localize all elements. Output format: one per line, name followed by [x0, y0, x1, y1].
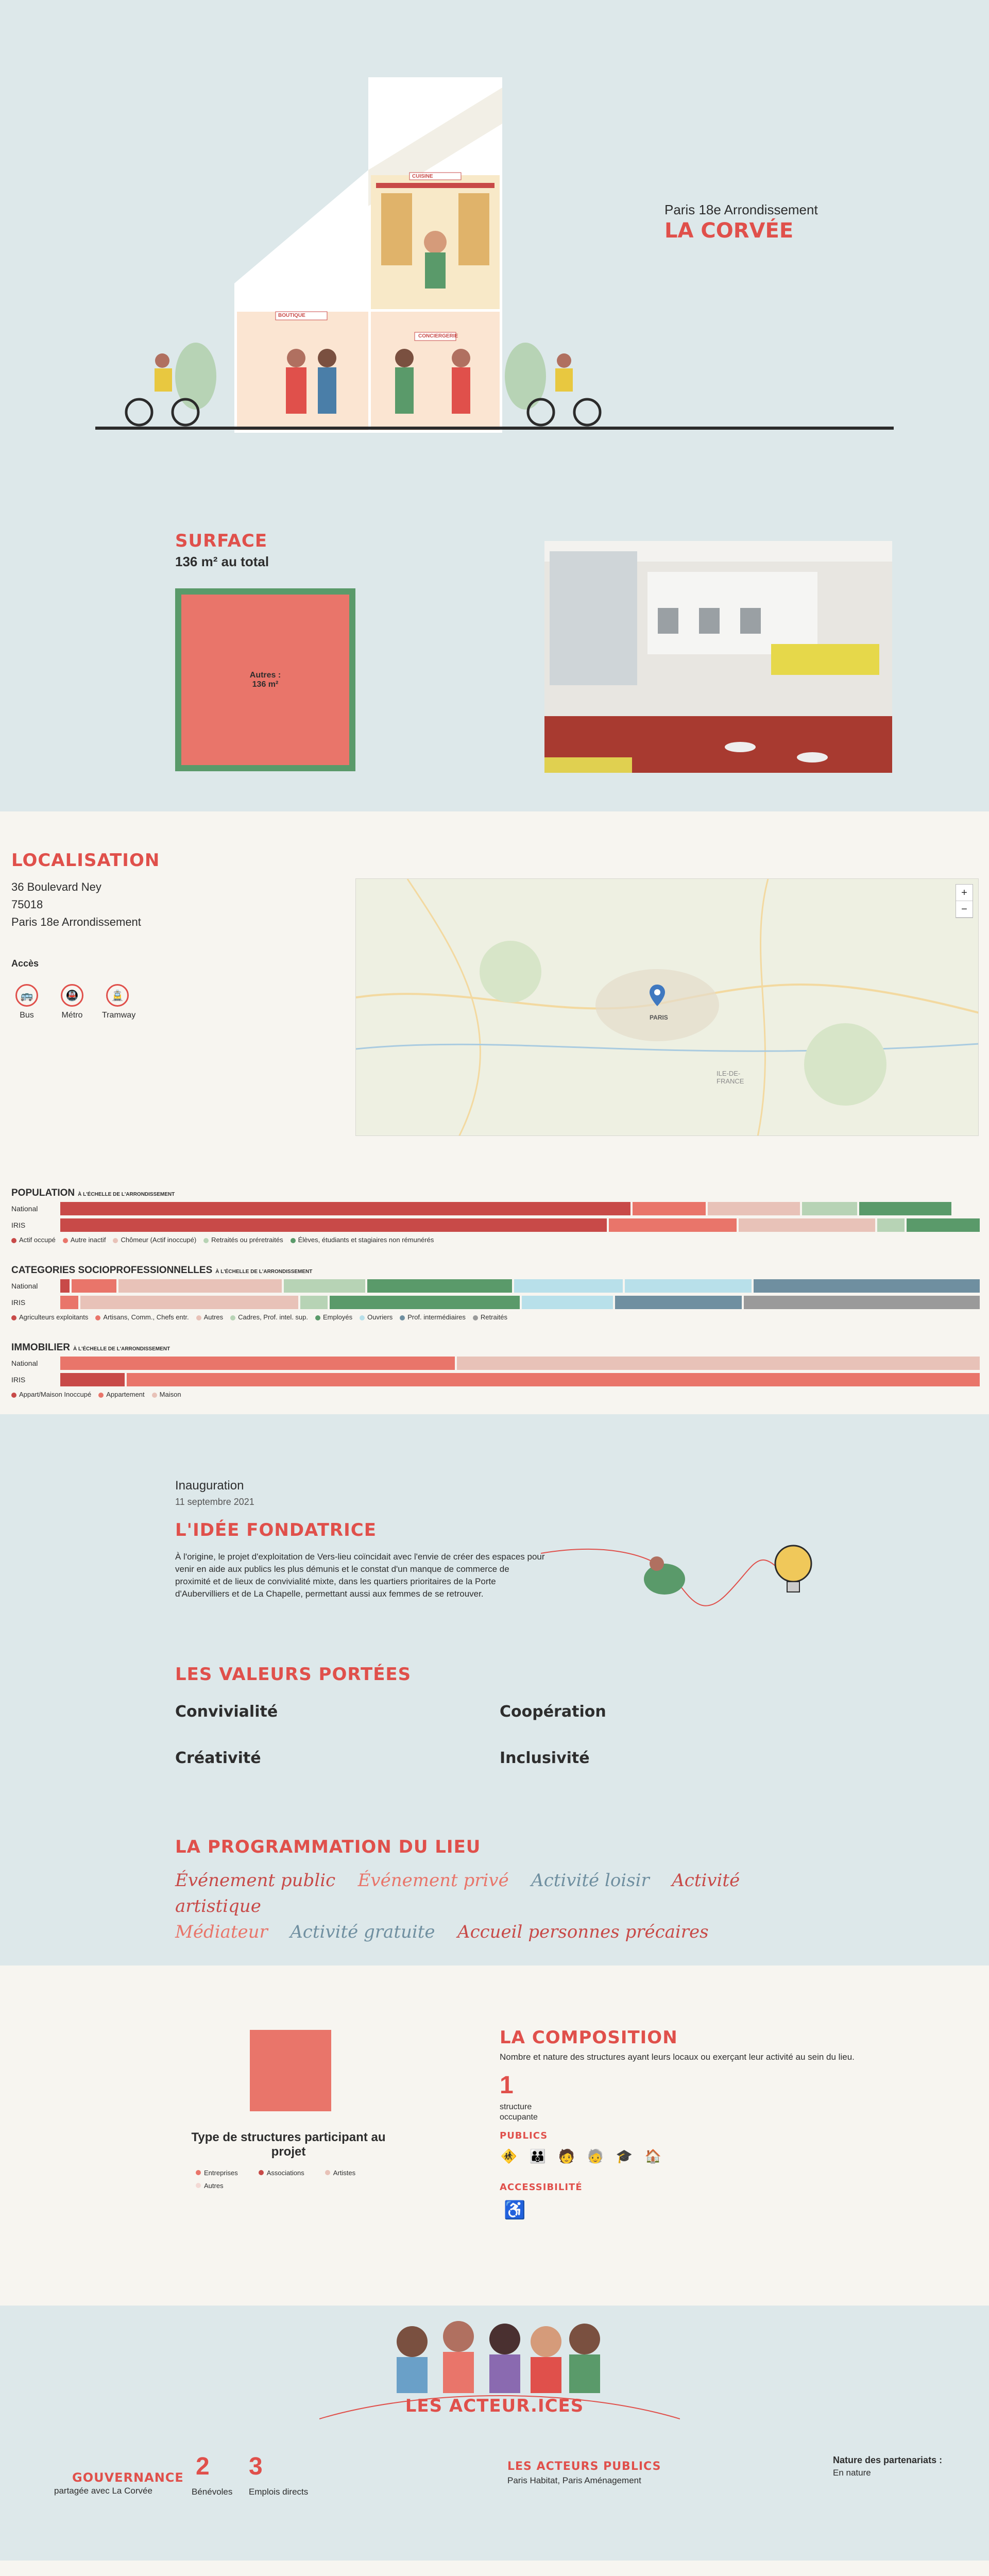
family-icon: 👪 [529, 2148, 547, 2164]
prog-item: Médiateur [175, 1922, 268, 1942]
prog-item: Activité gratuite [290, 1922, 435, 1942]
tramway-icon: 🚊 [106, 984, 129, 1007]
legend-text: Autres [204, 2182, 224, 2190]
legend-text: Appartement [106, 1391, 145, 1398]
immobilier-row-label: IRIS [11, 1376, 26, 1384]
location-city: Paris 18e Arrondissement [664, 202, 818, 217]
valeur-item: Coopération [500, 1703, 606, 1721]
immobilier-row-label: National [11, 1359, 38, 1367]
immobilier-legend [11, 1391, 980, 1398]
inauguration-label: Inauguration [175, 1479, 244, 1493]
transport-metro-label: Métro [61, 1011, 83, 1020]
composition-subtitle: Nombre et nature des structures ayant leurs locaux ou exerçant leur activité au sein du lieu. [500, 2052, 855, 2062]
transport-bus-label: Bus [20, 1011, 34, 1020]
legend-text: Maison [159, 1391, 181, 1398]
venue-photo [544, 541, 892, 773]
zoom-in-button[interactable]: + [956, 885, 973, 901]
child-icon: 🚸 [500, 2148, 518, 2164]
cyclist-left-illustration [118, 340, 221, 428]
map-zoom-control [956, 884, 973, 918]
people-group-illustration [381, 2311, 608, 2393]
population-row-national [11, 1202, 980, 1215]
senior-icon: 🧓 [587, 2148, 604, 2164]
localisation-title: LOCALISATION [11, 850, 160, 871]
transport-metro [57, 984, 88, 1020]
population-chart [11, 1188, 980, 1244]
immobilier-row-iris [11, 1373, 980, 1386]
legend-text: Actif occupé [19, 1236, 56, 1244]
csp-note: À L'ÉCHELLE DE L'ARRONDISSEMENT [215, 1269, 313, 1275]
legend-item [203, 1236, 283, 1244]
population-title [11, 1188, 980, 1199]
composition-title: LA COMPOSITION [500, 2027, 678, 2048]
prog-item: Activité artistique [175, 1870, 740, 1917]
hero-section [0, 0, 989, 489]
legend-text: Artistes [333, 2169, 356, 2177]
sign-cuisine: CUISINE [412, 174, 433, 179]
population-title-text: POPULATION [11, 1188, 75, 1198]
prog-item: Activité loisir [531, 1870, 650, 1891]
emplois-label: Emplois directs [249, 2487, 309, 2497]
ground-line [95, 427, 894, 430]
partenariats-value: En nature [833, 2468, 871, 2478]
gouvernance-label: GOUVERNANCE [72, 2470, 184, 2485]
legend-item [325, 2169, 355, 2177]
structure-count: 1 [500, 2072, 514, 2099]
legend-text: Autre inactif [70, 1236, 106, 1244]
benevoles-count: 2 [196, 2453, 210, 2480]
valeurs-title: LES VALEURS PORTÉES [175, 1664, 412, 1685]
legend-item [11, 1313, 88, 1321]
prog-item: Événement privé [357, 1870, 509, 1891]
legend-item [291, 1236, 434, 1244]
benevoles-label: Bénévoles [192, 2487, 233, 2497]
csp-chart [11, 1265, 980, 1321]
address [11, 878, 141, 931]
valeur-item: Inclusivité [500, 1749, 590, 1767]
acteurs-section [0, 2306, 989, 2561]
legend-item [63, 1236, 106, 1244]
csp-title [11, 1265, 980, 1276]
acteurs-publics-title: LES ACTEURS PUBLICS [507, 2460, 661, 2473]
map-label-region: ILE-DE-FRANCE [717, 1070, 744, 1085]
sign-conciergerie: CONCIERGERIE [418, 333, 458, 339]
legend-text: Retraités ou préretraités [211, 1236, 283, 1244]
transport-icons [11, 984, 136, 1020]
acteurs-publics-list: Paris Habitat, Paris Aménagement [507, 2476, 641, 2485]
legend-item [473, 1313, 507, 1321]
population-legend [11, 1236, 980, 1244]
idee-title: L'IDÉE FONDATRICE [175, 1520, 377, 1540]
address-zip: 75018 [11, 898, 43, 911]
legend-item [11, 1391, 91, 1398]
transport-tramway-label: Tramway [102, 1011, 136, 1020]
legend-text: Entreprises [204, 2169, 238, 2177]
structure-type-legend [196, 2169, 381, 2190]
transport-bus [11, 984, 42, 1020]
legend-item [360, 1313, 393, 1321]
legend-text: Cadres, Prof. intel. sup. [238, 1313, 308, 1321]
legend-text: Agriculteurs exploitants [19, 1313, 89, 1321]
legend-item [98, 1391, 144, 1398]
building-illustration [234, 77, 502, 433]
surface-box-label: Autres : 136 m² [181, 595, 349, 765]
immobilier-row-national [11, 1357, 980, 1370]
legend-item [196, 2182, 224, 2190]
legend-text: Élèves, étudiants et stagiaires non rémunérés [298, 1236, 434, 1244]
valeur-item: Convivialité [175, 1703, 278, 1721]
address-street: 36 Boulevard Ney [11, 880, 101, 893]
legend-text: Chômeur (Actif inoccupé) [121, 1236, 197, 1244]
gouvernance-sub: partagée avec La Corvée [54, 2486, 152, 2496]
legend-text: Retraités [480, 1313, 507, 1321]
structure-count-label: structure occupante [500, 2103, 538, 2122]
valeur-item: Créativité [175, 1749, 261, 1767]
sign-boutique: BOUTIQUE [278, 313, 305, 318]
legend-text: Prof. intermédiaires [407, 1313, 466, 1321]
surface-treemap [175, 588, 355, 771]
programmation-list [175, 1868, 768, 1945]
legend-item [196, 2169, 238, 2177]
legend-text: Appart/Maison Inoccupé [19, 1391, 92, 1398]
legend-text: Autres [203, 1313, 224, 1321]
map-label-paris: PARIS [650, 1014, 668, 1021]
population-note: À L'ÉCHELLE DE L'ARRONDISSEMENT [78, 1192, 175, 1197]
emplois-count: 3 [249, 2453, 263, 2480]
population-row-label: National [11, 1205, 38, 1213]
cyclist-right-illustration [505, 340, 608, 428]
prog-item: Accueil personnes précaires [457, 1922, 709, 1942]
student-icon: 🎓 [616, 2148, 633, 2164]
prog-item: Événement public [175, 1870, 336, 1891]
structure-type-title: Type de structures participant au projet [191, 2130, 386, 2159]
address-city: Paris 18e Arrondissement [11, 916, 141, 928]
legend-item [196, 1313, 224, 1321]
moyens-section [0, 2561, 989, 2576]
legend-text: Ouvriers [367, 1313, 393, 1321]
place-name: LA CORVÉE [664, 219, 794, 243]
composition-section [0, 1965, 989, 2306]
legend-text: Artisans, Comm., Chefs entr. [103, 1313, 189, 1321]
legend-item [113, 1236, 196, 1244]
publics-label: PUBLICS [500, 2130, 548, 2141]
precarious-icon: 🏠 [644, 2148, 662, 2164]
acteurs-title: LES ACTEUR.ICES [405, 2396, 584, 2416]
adult-icon: 🧑 [558, 2148, 575, 2164]
idee-text: À l'origine, le projet d'exploitation de Vers-lieu coïncidait avec l'envie de créer des espaces pour venir en aide aux publics les plus démunis et le constat d'un manque de commerce de proximité et de lieux de convivialité mixte, dans les quartiers prioritaires de la Porte d'Aubervilliers et de La Chapelle, permettant aussi aux femmes de se retrouver. [175, 1552, 545, 1599]
csp-legend [11, 1313, 980, 1321]
structure-type-square [250, 2030, 331, 2111]
csp-row-label: IRIS [11, 1298, 26, 1307]
immobilier-title-text: IMMOBILIER [11, 1342, 70, 1353]
csp-title-text: CATEGORIES SOCIOPROFESSIONNELLES [11, 1265, 213, 1276]
legend-text: Employés [323, 1313, 353, 1321]
legend-item [259, 2169, 304, 2177]
location-map[interactable] [355, 878, 979, 1136]
csp-row-label: National [11, 1282, 38, 1290]
acces-label: Accès [11, 958, 39, 969]
accessibilite-label: ACCESSIBILITÉ [500, 2182, 583, 2193]
inauguration-date: 11 septembre 2021 [175, 1497, 254, 1507]
immobilier-title [11, 1342, 980, 1353]
surface-title: SURFACE [175, 531, 268, 551]
legend-text: Associations [266, 2169, 304, 2177]
immobilier-note: À L'ÉCHELLE DE L'ARRONDISSEMENT [73, 1346, 170, 1352]
map-marker-icon[interactable] [650, 985, 665, 1006]
programmation-title: LA PROGRAMMATION DU LIEU [175, 1837, 481, 1857]
legend-item [230, 1313, 308, 1321]
zoom-out-button[interactable]: − [956, 901, 973, 918]
immobilier-chart [11, 1342, 980, 1398]
map-tiles [356, 879, 979, 1136]
surface-section [0, 489, 989, 811]
legend-item [11, 1236, 56, 1244]
csp-row-national [11, 1279, 980, 1293]
legend-item [95, 1313, 189, 1321]
localisation-section [0, 811, 989, 1414]
idee-section [0, 1414, 989, 1965]
csp-row-iris [11, 1296, 980, 1309]
population-row-label: IRIS [11, 1221, 26, 1229]
publics-icons [500, 2148, 662, 2167]
legend-item [315, 1313, 352, 1321]
legend-item [152, 1391, 181, 1398]
surface-subtitle: 136 m² au total [175, 554, 269, 569]
transport-tramway [102, 984, 136, 1020]
partenariats-title: Nature des partenariats : [833, 2455, 943, 2465]
lightbulb-illustration [541, 1522, 829, 1651]
population-row-iris [11, 1218, 980, 1232]
bus-icon: 🚌 [15, 984, 38, 1007]
legend-item [400, 1313, 466, 1321]
wheelchair-icon: ♿ [504, 2200, 526, 2220]
metro-icon: 🚇 [61, 984, 83, 1007]
